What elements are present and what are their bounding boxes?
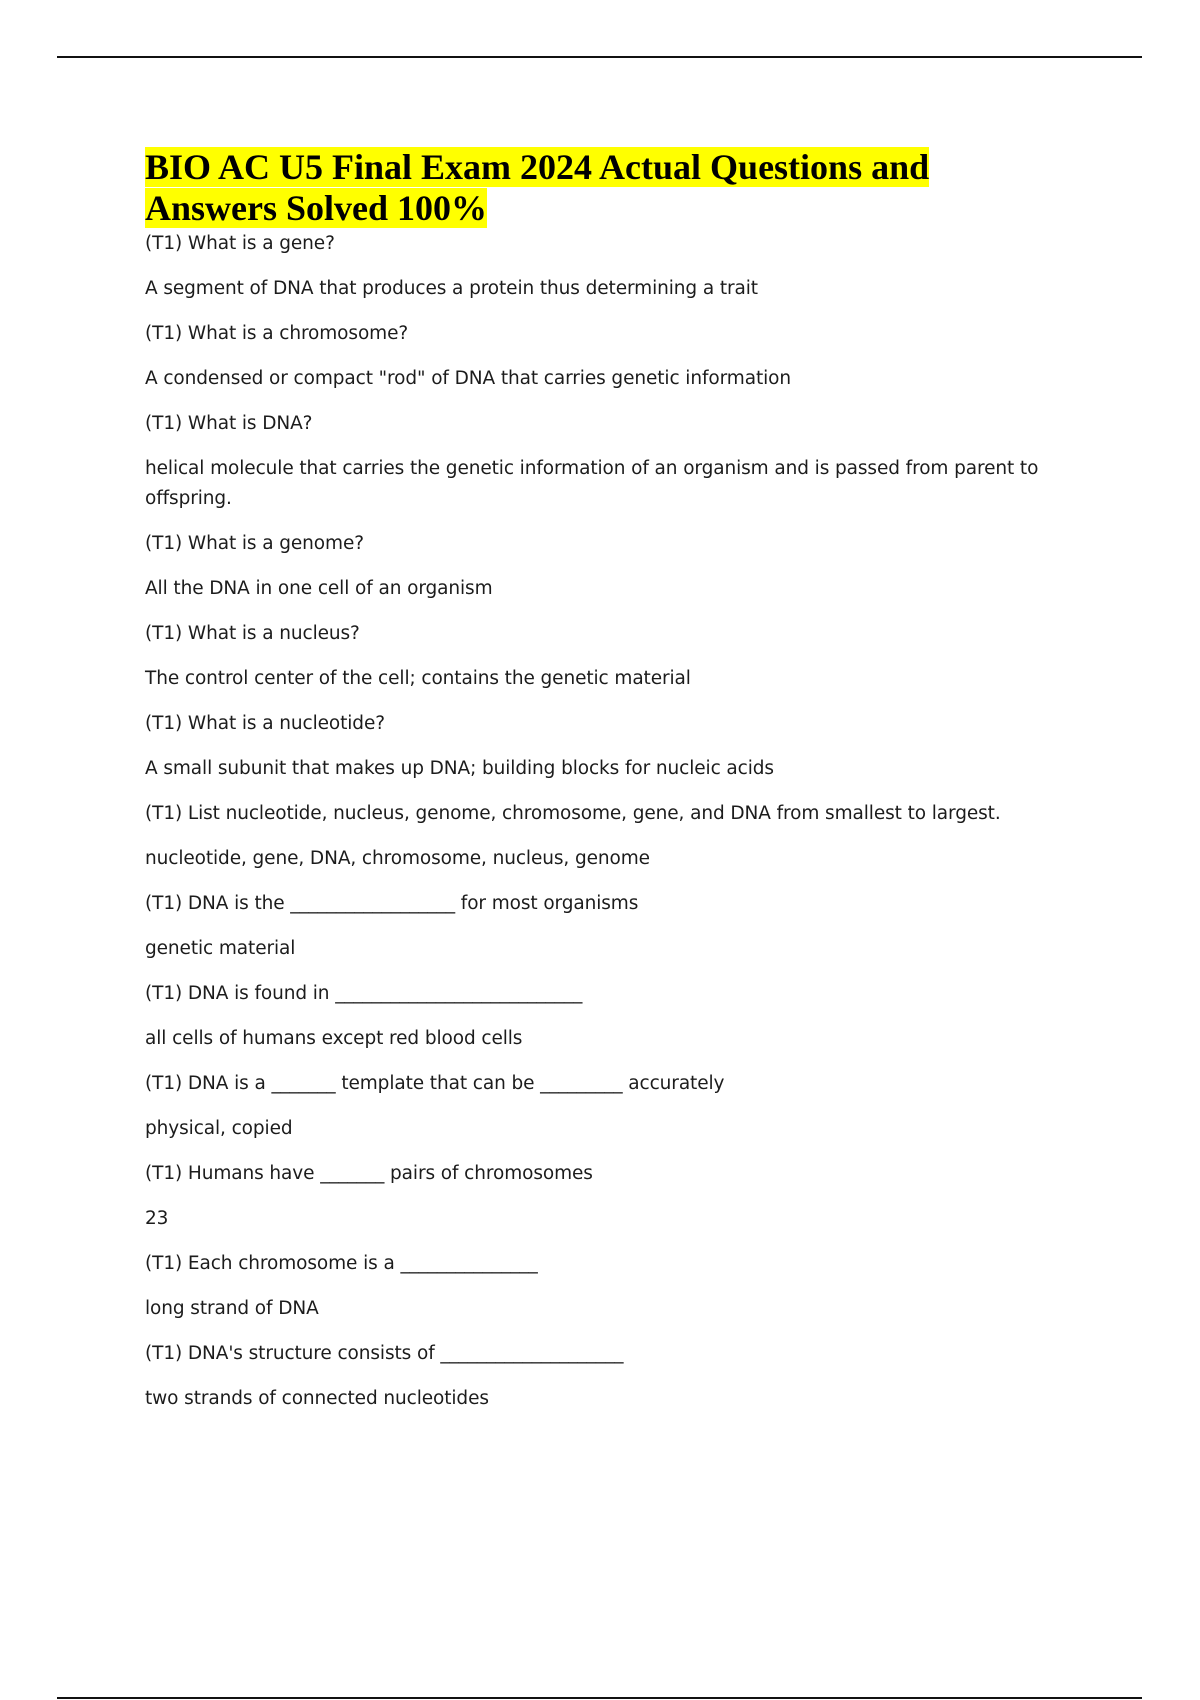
question-8: (T1) DNA is the __________________ for most organisms (145, 893, 639, 914)
question-4: (T1) What is a genome? (145, 533, 364, 554)
answer-4: All the DNA in one cell of an organism (145, 578, 493, 599)
question-7: (T1) List nucleotide, nucleus, genome, chromosome, gene, and DNA from smallest to largest. (145, 803, 1001, 824)
question-9: (T1) DNA is found in ___________________________ (145, 983, 583, 1004)
question-10: (T1) DNA is a _______ template that can be _________ accurately (145, 1073, 725, 1094)
question-3: (T1) What is DNA? (145, 413, 313, 434)
answer-2: A condensed or compact "rod" of DNA that carries genetic information (145, 368, 791, 389)
answer-9: all cells of humans except red blood cells (145, 1028, 523, 1049)
document-content (145, 147, 1045, 1414)
question-2: (T1) What is a chromosome? (145, 323, 409, 344)
bottom-rule (57, 1697, 1142, 1699)
answer-5: The control center of the cell; contains the genetic material (145, 668, 691, 689)
answer-7: nucleotide, gene, DNA, chromosome, nucleus, genome (145, 848, 650, 869)
question-13: (T1) DNA's structure consists of ____________________ (145, 1343, 624, 1364)
question-1: (T1) What is a gene? (145, 233, 335, 254)
answer-3: helical molecule that carries the genetic information of an organism and is passed from parent to offspring. (145, 458, 1039, 509)
answer-8: genetic material (145, 938, 296, 959)
answer-11: 23 (145, 1208, 169, 1229)
title-highlight: BIO AC U5 Final Exam 2024 Actual Questions and Answers Solved 100% (145, 147, 930, 228)
top-rule (57, 56, 1142, 58)
question-11: (T1) Humans have _______ pairs of chromosomes (145, 1163, 593, 1184)
question-5: (T1) What is a nucleus? (145, 623, 360, 644)
answer-10: physical, copied (145, 1118, 293, 1139)
question-6: (T1) What is a nucleotide? (145, 713, 385, 734)
answer-13: two strands of connected nucleotides (145, 1388, 489, 1409)
document-title (145, 147, 1045, 229)
answer-6: A small subunit that makes up DNA; building blocks for nucleic acids (145, 758, 774, 779)
answer-12: long strand of DNA (145, 1298, 319, 1319)
question-12: (T1) Each chromosome is a _______________ (145, 1253, 538, 1274)
answer-1: A segment of DNA that produces a protein thus determining a trait (145, 278, 758, 299)
